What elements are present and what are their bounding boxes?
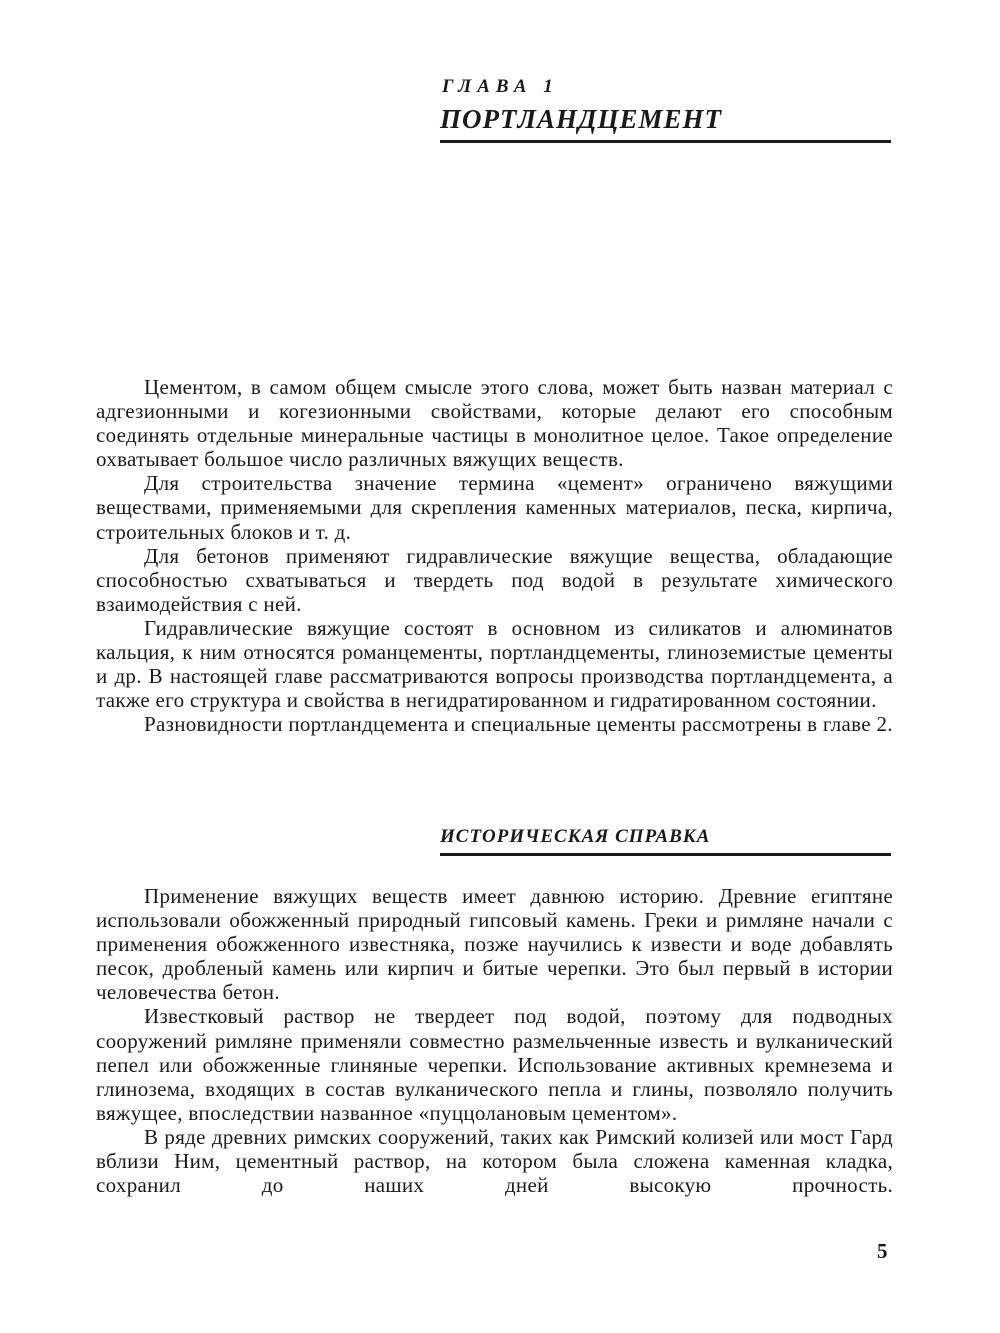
paragraph: Применение вяжущих веществ имеет давнюю историю. Древние египтяне использовали обожженный природный гипсовый камень. Греки и римляне начали с применения обожженного известняка, позже научились к извести и воде добавлять песок, дробленый камень или кирпич и битые черепки. Это был первый в истории человечества бетон. xyxy=(96,884,893,1005)
intro-text xyxy=(96,375,893,736)
chapter-title-rule xyxy=(440,140,891,143)
history-text xyxy=(96,884,893,1197)
paragraph: Разновидности портландцемента и специальные цементы рассмотрены в главе 2. xyxy=(144,712,893,737)
paragraph: Для строительства значение термина «цемент» ограничено вяжущими веществами, применяемыми для скрепления каменных материалов, песка, кирпича, строительных блоков и т. д. xyxy=(96,471,893,544)
paragraph: Цементом, в самом общем смысле этого слова, может быть назван материал с адгезионными и когезионными свойствами, которые делают его способным соединять отдельные минеральные частицы в монолитное целое. Такое определение охватывает большое число различных вяжущих веществ. xyxy=(96,375,893,472)
paragraph: Известковый раствор не твердеет под водой, поэтому для подводных сооружений римляне применяли совместно размельченные известь и вулканический пепел или обожженные глиняные черепки. Использование активных кремнезема и глинозема, входящих в состав вулканического пепла и глины, позволяло получить вяжущее, впоследствии названное «пуццолановым цементом». xyxy=(96,1004,893,1125)
page-number: 5 xyxy=(877,1239,888,1263)
chapter-title: ПОРТЛАНДЦЕМЕНТ xyxy=(440,104,722,134)
paragraph: В ряде древних римских сооружений, таких как Римский колизей или мост Гард вблизи Ним, цементный раствор, на котором была сложена каменная кладка, сохранил до наших дней высокую прочность. xyxy=(96,1124,893,1198)
section-title: ИСТОРИЧЕСКАЯ СПРАВКА xyxy=(440,826,711,847)
paragraph: Для бетонов применяют гидравлические вяжущие вещества, обладающие способностью схватываться и твердеть под водой в результате химического взаимодействия с ней. xyxy=(96,543,893,616)
section-title-rule xyxy=(440,853,891,856)
chapter-label: ГЛАВА 1 xyxy=(442,76,559,97)
paragraph: Гидравлические вяжущие состоят в основном из силикатов и алюминатов кальция, к ним относятся романцементы, портландцементы, глиноземистые цементы и др. В настоящей главе рассматриваются вопросы производства портландцемента, а также его структура и свойства в негидратированном и гидратированном состоянии. xyxy=(96,615,893,713)
